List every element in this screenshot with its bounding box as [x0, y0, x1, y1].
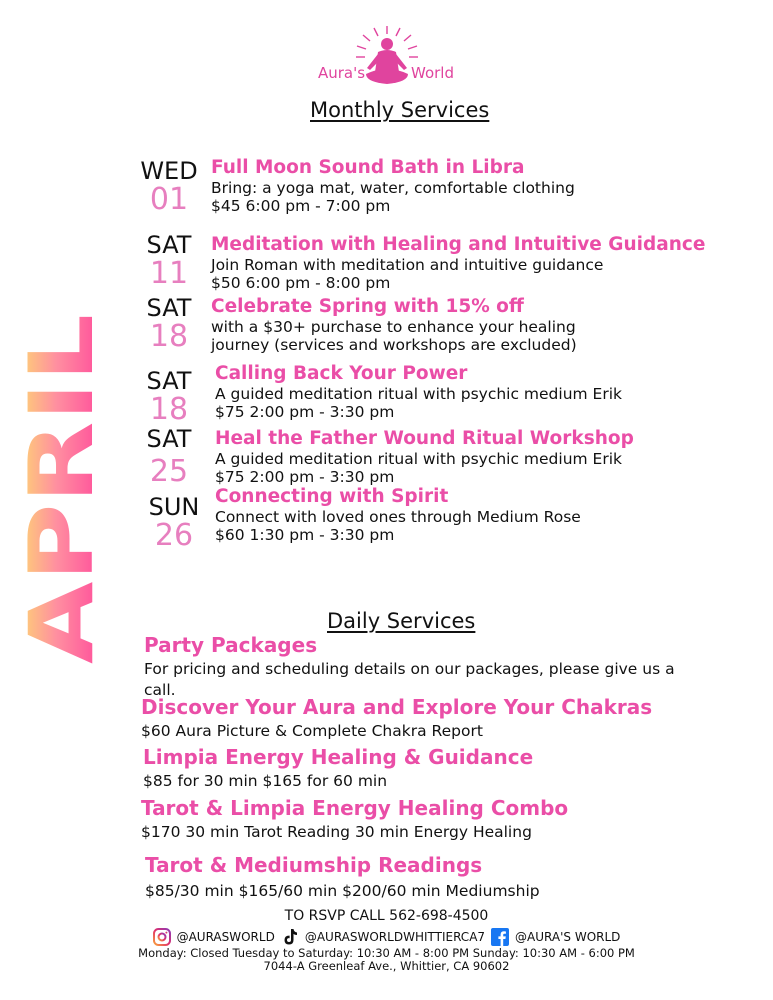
meditation-figure-icon: [312, 24, 462, 94]
event-details: [215, 363, 622, 421]
daily-service-item: [145, 853, 540, 902]
event-details: [211, 296, 577, 354]
event-day: 18: [149, 319, 189, 354]
event-price-time: $75 2:00 pm - 3:30 pm: [215, 403, 395, 421]
event-price-time: $75 2:00 pm - 3:30 pm: [215, 468, 395, 486]
tiktok-icon: [281, 928, 299, 946]
month-vertical-title: [10, 310, 113, 668]
logo: [312, 24, 462, 94]
event-title: Connecting with Spirit: [215, 486, 449, 507]
event-details: [211, 157, 575, 215]
event-description: Bring: a yoga mat, water, comfortable clothing: [211, 179, 575, 197]
event-weekday: SAT: [146, 231, 192, 259]
daily-service-item: [144, 633, 704, 701]
event-date: [130, 368, 208, 426]
daily-service-description: For pricing and scheduling details on our packages, please give us a call.: [144, 660, 675, 699]
event-weekday: SAT: [146, 294, 192, 322]
social-links: [0, 928, 773, 946]
event-price-time: $60 1:30 pm - 3:30 pm: [215, 526, 395, 544]
event-description: A guided meditation ritual with psychic medium Erik: [215, 450, 623, 468]
month-label: APRIL: [10, 374, 113, 664]
event-weekday: WED: [140, 157, 198, 185]
daily-service-item: [141, 796, 568, 843]
event-weekday: SAT: [146, 367, 192, 395]
rsvp-phone: TO RSVP CALL 562-698-4500: [284, 908, 489, 924]
event-price-time: $50 6:00 pm - 8:00 pm: [211, 274, 391, 292]
event-date: [130, 158, 208, 216]
daily-service-title: Party Packages: [144, 633, 318, 657]
daily-service-title: Discover Your Aura and Explore Your Chakras: [141, 695, 653, 719]
event-day: 11: [149, 256, 189, 291]
event-details: [215, 486, 581, 544]
logo-text-left: Aura's: [318, 64, 366, 82]
tiktok-handle[interactable]: @AURASWORLDWHITTIERCA7: [304, 930, 486, 944]
event-details: [215, 428, 634, 486]
logo-text-right: World: [411, 64, 454, 82]
event-title: Celebrate Spring with 15% off: [211, 296, 524, 317]
daily-service-description: $85 for 30 min $165 for 60 min: [143, 772, 388, 790]
event-title: Heal the Father Wound Ritual Workshop: [215, 428, 634, 449]
event-day: 01: [149, 182, 189, 217]
event-description-2: journey (services and workshops are excluded): [211, 336, 577, 354]
instagram-handle[interactable]: @AURASWORLD: [176, 930, 275, 944]
event-title: Full Moon Sound Bath in Libra: [211, 157, 525, 178]
event-date: [130, 295, 208, 353]
event-date: [130, 426, 208, 488]
daily-services-title: Daily Services: [327, 609, 476, 633]
event-description: with a $30+ purchase to enhance your healing: [211, 318, 576, 336]
facebook-icon: [491, 928, 509, 946]
daily-service-description: $60 Aura Picture & Complete Chakra Report: [141, 722, 483, 740]
instagram-icon: [153, 928, 171, 946]
facebook-handle[interactable]: @AURA'S WORLD: [515, 930, 621, 944]
event-day: 25: [149, 454, 189, 489]
daily-service-description: $170 30 min Tarot Reading 30 min Energy Healing: [141, 823, 532, 841]
daily-service-title: Tarot & Limpia Energy Healing Combo: [141, 796, 569, 820]
event-title: Meditation with Healing and Intuitive Guidance: [211, 234, 706, 255]
event-weekday: SUN: [148, 493, 200, 521]
monthly-services-title: Monthly Services: [310, 98, 490, 122]
event-description: A guided meditation ritual with psychic medium Erik: [215, 385, 623, 403]
event-date: [130, 232, 208, 290]
event-day: 18: [149, 392, 189, 427]
event-day: 26: [154, 518, 194, 553]
event-date: [135, 494, 213, 552]
event-price-time: $45 6:00 pm - 7:00 pm: [211, 197, 391, 215]
daily-service-item: [143, 745, 533, 792]
business-address: 7044-A Greenleaf Ave., Whittier, CA 90602: [263, 959, 510, 973]
daily-service-item: [141, 695, 652, 742]
daily-service-title: Limpia Energy Healing & Guidance: [143, 745, 534, 769]
event-description: Join Roman with meditation and intuitive guidance: [211, 256, 604, 274]
event-weekday: SAT: [146, 425, 192, 453]
event-details: [211, 234, 705, 292]
business-hours: Monday: Closed Tuesday to Saturday: 10:30 AM - 8:00 PM Sunday: 10:30 AM - 6:00 PM: [138, 946, 635, 960]
event-description: Connect with loved ones through Medium Rose: [215, 508, 581, 526]
daily-service-description: $85/30 min $165/60 min $200/60 min Mediumship: [145, 882, 540, 900]
event-title: Calling Back Your Power: [215, 363, 468, 384]
daily-service-title: Tarot & Mediumship Readings: [145, 853, 483, 877]
